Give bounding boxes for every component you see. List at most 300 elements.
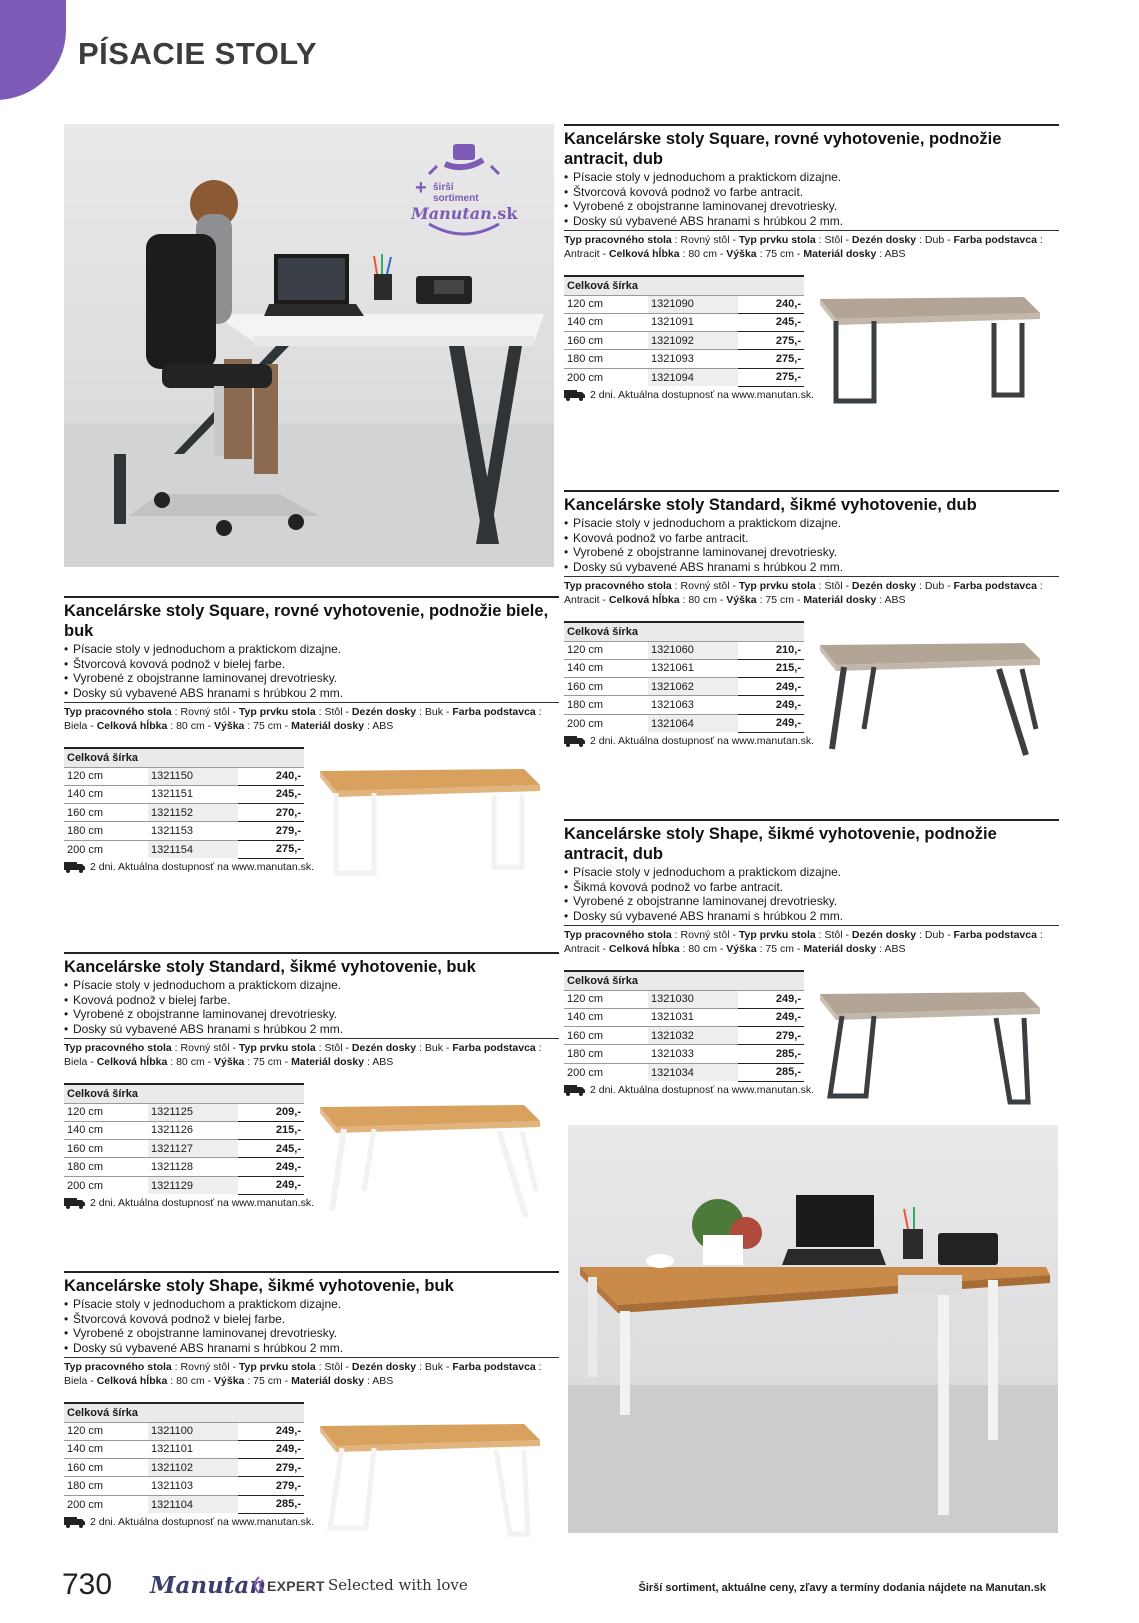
beech-desk-scene-illustration xyxy=(568,1125,1058,1533)
code-cell: 1321152 xyxy=(148,804,238,822)
table-row xyxy=(564,332,804,350)
badge-line1: širší xyxy=(433,182,454,193)
width-cell: 120 cm xyxy=(564,990,648,1008)
code-cell: 1321092 xyxy=(648,332,738,350)
feature-item: • Vyrobené z obojstranne laminovanej drevotriesky. xyxy=(564,199,1059,214)
expert-wave-icon xyxy=(245,1575,265,1595)
spec-value-height: 75 cm xyxy=(253,1375,282,1387)
code-cell: 1321150 xyxy=(148,767,238,785)
price-cell: 209,- xyxy=(238,1103,304,1121)
spec-value-base: Antracit xyxy=(564,594,600,606)
spec-value-type: Rovný stôl xyxy=(180,1042,230,1054)
width-cell: 200 cm xyxy=(64,1495,148,1513)
code-cell: 1321094 xyxy=(648,368,738,386)
feature-item: • Písacie stoly v jednoduchom a praktickom dizajne. xyxy=(64,642,559,657)
code-cell: 1321127 xyxy=(148,1140,238,1158)
spec-label-type: Typ pracovného stola xyxy=(564,234,672,246)
price-cell: 275,- xyxy=(738,332,804,350)
price-block xyxy=(564,970,1059,1130)
price-cell: 245,- xyxy=(738,313,804,331)
product-shape-beech xyxy=(64,1271,559,1562)
width-cell: 200 cm xyxy=(564,714,648,732)
product-title: Kancelárske stoly Square, rovné vyhotovenie, podnožie biele, buk xyxy=(64,602,549,640)
feature-item: • Dosky sú vybavené ABS hranami s hrúbkou 2 mm. xyxy=(564,214,1059,229)
width-cell: 200 cm xyxy=(64,840,148,858)
code-cell: 1321104 xyxy=(148,1495,238,1513)
width-cell: 160 cm xyxy=(64,1140,148,1158)
width-cell: 140 cm xyxy=(564,313,648,331)
badge-line2: sortiment xyxy=(433,193,479,204)
spec-label-depth: Celková hĺbka xyxy=(96,1056,168,1068)
spec-value-decor: Dub xyxy=(924,580,945,592)
spec-value-material: ABS xyxy=(884,943,906,955)
width-cell: 120 cm xyxy=(64,767,148,785)
spec-line: Typ pracovného stola : Rovný stôl - Typ prvku stola : Stôl - Dezén dosky : Buk - Farba podstavca : Biela - Celková hĺbka : 80 cm - Výška : 75 cm - Materiál dosky : ABS xyxy=(64,702,559,733)
width-header: Celková šírka xyxy=(564,622,804,641)
product-shape-anthracite-oak xyxy=(564,819,1059,1130)
feature-item: • Vyrobené z obojstranne laminovanej drevotriesky. xyxy=(564,545,1059,560)
table-row xyxy=(564,313,804,331)
product-standard-beech xyxy=(64,952,559,1243)
table-row xyxy=(64,840,304,858)
spec-value-material: ABS xyxy=(372,1375,394,1387)
spec-line: Typ pracovného stola : Rovný stôl - Typ prvku stola : Stôl - Dezén dosky : Buk - Farba podstavca : Biela - Celková hĺbka : 80 cm - Výška : 75 cm - Materiál dosky : ABS xyxy=(64,1038,559,1069)
table-row xyxy=(564,696,804,714)
spec-label-base: Farba podstavca xyxy=(452,1042,536,1054)
feature-item: • Vyrobené z obojstranne laminovanej drevotriesky. xyxy=(64,671,559,686)
spec-label-type: Typ pracovného stola xyxy=(564,929,672,941)
spec-label-decor: Dezén dosky xyxy=(851,234,917,246)
price-cell: 240,- xyxy=(238,767,304,785)
feature-item: • Štvorcová kovová podnož v bielej farbe. xyxy=(64,657,559,672)
width-cell: 180 cm xyxy=(564,696,648,714)
spec-label-height: Výška xyxy=(214,720,245,732)
spec-label-material: Materiál dosky xyxy=(291,1056,365,1068)
spec-value-material: ABS xyxy=(884,594,906,606)
delivery-truck-icon xyxy=(564,1084,586,1096)
price-cell: 210,- xyxy=(738,641,804,659)
spec-label-base: Farba podstavca xyxy=(953,929,1037,941)
spec-value-type: Rovný stôl xyxy=(680,929,730,941)
spec-value-base: Antracit xyxy=(564,248,600,260)
photo-beech-desk xyxy=(568,1125,1058,1533)
badge-brand xyxy=(411,204,517,223)
width-header: Celková šírka xyxy=(564,971,804,990)
width-cell: 120 cm xyxy=(564,641,648,659)
spec-label-decor: Dezén dosky xyxy=(851,580,917,592)
spec-value-decor: Buk xyxy=(424,1042,443,1054)
spec-label-depth: Celková hĺbka xyxy=(608,594,680,606)
feature-item: • Vyrobené z obojstranne laminovanej drevotriesky. xyxy=(64,1326,559,1341)
spec-label-material: Materiál dosky xyxy=(803,594,877,606)
feature-item: • Vyrobené z obojstranne laminovanej drevotriesky. xyxy=(564,894,1059,909)
feature-list xyxy=(64,978,559,1036)
spec-label-height: Výška xyxy=(726,594,757,606)
spec-value-height: 75 cm xyxy=(253,1056,282,1068)
price-block xyxy=(564,275,1059,435)
spec-label-element: Typ prvku stola xyxy=(738,234,816,246)
width-header: Celková šírka xyxy=(64,1084,304,1103)
table-row xyxy=(564,714,804,732)
desk-product-image xyxy=(314,1410,544,1540)
code-cell: 1321093 xyxy=(648,350,738,368)
code-cell: 1321060 xyxy=(648,641,738,659)
feature-item: • Dosky sú vybavené ABS hranami s hrúbkou 2 mm. xyxy=(64,1341,559,1356)
spec-value-type: Rovný stôl xyxy=(180,706,230,718)
spec-label-depth: Celková hĺbka xyxy=(96,720,168,732)
width-header: Celková šírka xyxy=(564,276,804,295)
spec-label-depth: Celková hĺbka xyxy=(608,248,680,260)
manutan-logo: Manutan xyxy=(150,1572,267,1599)
spec-value-element: Stôl xyxy=(324,1361,343,1373)
feature-item: • Dosky sú vybavené ABS hranami s hrúbkou 2 mm. xyxy=(64,1022,559,1037)
feature-item: • Vyrobené z obojstranne laminovanej drevotriesky. xyxy=(64,1007,559,1022)
width-cell: 140 cm xyxy=(64,1121,148,1139)
feature-item: • Dosky sú vybavené ABS hranami s hrúbkou 2 mm. xyxy=(64,686,559,701)
price-cell: 245,- xyxy=(238,1140,304,1158)
availability-text: 2 dni. Aktuálna dostupnosť na www.manutan.sk. xyxy=(590,1083,814,1096)
width-cell: 160 cm xyxy=(564,1027,648,1045)
spec-value-element: Stôl xyxy=(324,706,343,718)
svg-text:+: + xyxy=(415,177,427,199)
price-cell: 285,- xyxy=(238,1495,304,1513)
table-row xyxy=(564,678,804,696)
desk-product-image xyxy=(814,629,1044,759)
desk-product-image xyxy=(814,978,1044,1108)
table-row xyxy=(64,1477,304,1495)
feature-list xyxy=(64,1297,559,1355)
code-cell: 1321062 xyxy=(648,678,738,696)
price-cell: 249,- xyxy=(238,1158,304,1176)
spec-label-type: Typ pracovného stola xyxy=(64,706,172,718)
spec-value-height: 75 cm xyxy=(253,720,282,732)
availability-text: 2 dni. Aktuálna dostupnosť na www.manutan.sk. xyxy=(90,1196,314,1209)
spec-line: Typ pracovného stola : Rovný stôl - Typ prvku stola : Stôl - Dezén dosky : Dub - Farba podstavca : Antracit - Celková hĺbka : 80 cm - Výška : 75 cm - Materiál dosky : ABS xyxy=(564,230,1059,261)
product-square-white-beech xyxy=(64,596,559,907)
spec-label-type: Typ pracovného stola xyxy=(64,1042,172,1054)
width-cell: 200 cm xyxy=(564,1063,648,1081)
spec-value-material: ABS xyxy=(372,1056,394,1068)
product-square-anthracite-oak xyxy=(564,124,1059,435)
product-title: Kancelárske stoly Shape, šikmé vyhotovenie, podnožie antracit, dub xyxy=(564,825,997,863)
width-cell: 120 cm xyxy=(64,1422,148,1440)
product-standard-oak xyxy=(564,490,1059,781)
spec-value-base: Biela xyxy=(64,1375,88,1387)
code-cell: 1321153 xyxy=(148,822,238,840)
code-cell: 1321031 xyxy=(648,1008,738,1026)
code-cell: 1321126 xyxy=(148,1121,238,1139)
spec-label-base: Farba podstavca xyxy=(452,706,536,718)
code-cell: 1321063 xyxy=(648,696,738,714)
price-cell: 249,- xyxy=(738,714,804,732)
table-row xyxy=(564,1027,804,1045)
slogan: Selected with love xyxy=(328,1576,468,1594)
desk-product-image xyxy=(314,755,544,885)
code-cell: 1321061 xyxy=(648,659,738,677)
price-cell: 245,- xyxy=(238,785,304,803)
spec-label-material: Materiál dosky xyxy=(291,1375,365,1387)
spec-value-depth: 80 cm xyxy=(688,594,717,606)
price-cell: 249,- xyxy=(238,1176,304,1194)
width-cell: 200 cm xyxy=(64,1176,148,1194)
price-cell: 240,- xyxy=(738,295,804,313)
feature-item: • Písacie stoly v jednoduchom a praktickom dizajne. xyxy=(64,978,559,993)
product-title: Kancelárske stoly Shape, šikmé vyhotovenie, buk xyxy=(64,1277,454,1295)
availability-text: 2 dni. Aktuálna dostupnosť na www.manutan.sk. xyxy=(590,388,814,401)
spec-value-depth: 80 cm xyxy=(176,1056,205,1068)
price-cell: 279,- xyxy=(238,822,304,840)
price-block xyxy=(64,1402,559,1562)
spec-label-element: Typ prvku stola xyxy=(238,706,316,718)
sirsi-sortiment-badge xyxy=(409,144,519,239)
width-cell: 160 cm xyxy=(64,1459,148,1477)
feature-item: • Písacie stoly v jednoduchom a praktickom dizajne. xyxy=(64,1297,559,1312)
spec-label-decor: Dezén dosky xyxy=(851,929,917,941)
spec-label-element: Typ prvku stola xyxy=(238,1042,316,1054)
code-cell: 1321102 xyxy=(148,1459,238,1477)
price-table xyxy=(64,747,304,859)
availability-text: 2 dni. Aktuálna dostupnosť na www.manutan.sk. xyxy=(90,1515,314,1528)
code-cell: 1321103 xyxy=(148,1477,238,1495)
footer-note: Širší sortiment, aktuálne ceny, zľavy a termíny dodania nájdete na Manutan.sk xyxy=(638,1582,1046,1594)
code-cell: 1321100 xyxy=(148,1422,238,1440)
spec-label-material: Materiál dosky xyxy=(803,943,877,955)
spec-label-depth: Celková hĺbka xyxy=(608,943,680,955)
feature-item: • Kovová podnož vo farbe antracit. xyxy=(564,531,1059,546)
product-top-rule xyxy=(564,819,1059,821)
spec-label-element: Typ prvku stola xyxy=(238,1361,316,1373)
table-row xyxy=(64,1422,304,1440)
spec-label-height: Výška xyxy=(214,1375,245,1387)
feature-item: • Písacie stoly v jednoduchom a praktickom dizajne. xyxy=(564,865,1059,880)
table-row xyxy=(564,368,804,386)
price-table xyxy=(564,970,804,1082)
spec-label-height: Výška xyxy=(214,1056,245,1068)
price-cell: 285,- xyxy=(738,1045,804,1063)
delivery-truck-icon xyxy=(64,1197,86,1209)
spec-value-base: Biela xyxy=(64,720,88,732)
product-top-rule xyxy=(564,490,1059,492)
feature-item: • Šikmá kovová podnož vo farbe antracit. xyxy=(564,880,1059,895)
code-cell: 1321030 xyxy=(648,990,738,1008)
spec-line: Typ pracovného stola : Rovný stôl - Typ prvku stola : Stôl - Dezén dosky : Dub - Farba podstavca : Antracit - Celková hĺbka : 80 cm - Výška : 75 cm - Materiál dosky : ABS xyxy=(564,576,1059,607)
table-row xyxy=(64,1158,304,1176)
width-cell: 160 cm xyxy=(64,804,148,822)
table-row xyxy=(564,659,804,677)
feature-item: • Štvorcová kovová podnož vo farbe antracit. xyxy=(564,185,1059,200)
price-cell: 275,- xyxy=(738,368,804,386)
spec-value-decor: Dub xyxy=(924,234,945,246)
delivery-truck-icon xyxy=(564,735,586,747)
spec-value-element: Stôl xyxy=(824,580,843,592)
spec-label-material: Materiál dosky xyxy=(291,720,365,732)
spec-value-type: Rovný stôl xyxy=(680,234,730,246)
spec-label-type: Typ pracovného stola xyxy=(64,1361,172,1373)
table-row xyxy=(564,1008,804,1026)
desk-product-image xyxy=(314,1091,544,1221)
price-cell: 279,- xyxy=(238,1459,304,1477)
code-cell: 1321154 xyxy=(148,840,238,858)
spec-value-element: Stôl xyxy=(824,234,843,246)
code-cell: 1321033 xyxy=(648,1045,738,1063)
price-cell: 279,- xyxy=(738,1027,804,1045)
width-cell: 140 cm xyxy=(564,1008,648,1026)
price-cell: 215,- xyxy=(738,659,804,677)
feature-list xyxy=(64,642,559,700)
price-cell: 279,- xyxy=(238,1477,304,1495)
price-table xyxy=(64,1402,304,1514)
price-block xyxy=(564,621,1059,781)
delivery-truck-icon xyxy=(64,861,86,873)
width-cell: 120 cm xyxy=(64,1103,148,1121)
spec-line: Typ pracovného stola : Rovný stôl - Typ prvku stola : Stôl - Dezén dosky : Dub - Farba podstavca : Antracit - Celková hĺbka : 80 cm - Výška : 75 cm - Materiál dosky : ABS xyxy=(564,925,1059,956)
product-top-rule xyxy=(64,1271,559,1273)
table-row xyxy=(64,785,304,803)
code-cell: 1321091 xyxy=(648,313,738,331)
width-header: Celková šírka xyxy=(64,1403,304,1422)
width-cell: 140 cm xyxy=(64,1440,148,1458)
table-row xyxy=(564,990,804,1008)
spec-value-type: Rovný stôl xyxy=(180,1361,230,1373)
spec-value-depth: 80 cm xyxy=(688,943,717,955)
corner-tab xyxy=(0,0,66,100)
spec-value-decor: Dub xyxy=(924,929,945,941)
code-cell: 1321034 xyxy=(648,1063,738,1081)
product-title: Kancelárske stoly Standard, šikmé vyhotovenie, dub xyxy=(564,496,977,514)
price-cell: 215,- xyxy=(238,1121,304,1139)
spec-line: Typ pracovného stola : Rovný stôl - Typ prvku stola : Stôl - Dezén dosky : Buk - Farba podstavca : Biela - Celková hĺbka : 80 cm - Výška : 75 cm - Materiál dosky : ABS xyxy=(64,1357,559,1388)
spec-label-base: Farba podstavca xyxy=(953,580,1037,592)
product-top-rule xyxy=(64,596,559,598)
code-cell: 1321129 xyxy=(148,1176,238,1194)
product-title: Kancelárske stoly Standard, šikmé vyhotovenie, buk xyxy=(64,958,476,976)
spec-value-depth: 80 cm xyxy=(688,248,717,260)
spec-value-base: Antracit xyxy=(564,943,600,955)
spec-value-element: Stôl xyxy=(324,1042,343,1054)
table-row xyxy=(64,1121,304,1139)
spec-label-depth: Celková hĺbka xyxy=(96,1375,168,1387)
spec-value-depth: 80 cm xyxy=(176,720,205,732)
price-cell: 275,- xyxy=(238,840,304,858)
spec-value-height: 75 cm xyxy=(765,248,795,260)
width-cell: 180 cm xyxy=(64,1477,148,1495)
spec-value-depth: 80 cm xyxy=(176,1375,205,1387)
price-block xyxy=(64,1083,559,1243)
price-cell: 275,- xyxy=(738,350,804,368)
spec-label-height: Výška xyxy=(726,248,757,260)
feature-list xyxy=(564,516,1059,574)
spec-label-decor: Dezén dosky xyxy=(351,1361,417,1373)
width-cell: 180 cm xyxy=(64,822,148,840)
price-cell: 249,- xyxy=(238,1440,304,1458)
price-cell: 285,- xyxy=(738,1063,804,1081)
spec-label-type: Typ pracovného stola xyxy=(564,580,672,592)
price-block xyxy=(64,747,559,907)
code-cell: 1321151 xyxy=(148,785,238,803)
page-title: PÍSACIE STOLY xyxy=(78,36,318,71)
expert-label: EXPERT xyxy=(267,1578,325,1594)
feature-item: • Písacie stoly v jednoduchom a praktickom dizajne. xyxy=(564,170,1059,185)
width-cell: 180 cm xyxy=(64,1158,148,1176)
table-row xyxy=(64,1140,304,1158)
spec-value-element: Stôl xyxy=(824,929,843,941)
code-cell: 1321101 xyxy=(148,1440,238,1458)
table-row xyxy=(564,295,804,313)
table-row xyxy=(64,822,304,840)
table-row xyxy=(64,1459,304,1477)
badge-frame-icon xyxy=(409,144,519,239)
availability-text: 2 dni. Aktuálna dostupnosť na www.manutan.sk. xyxy=(590,734,814,747)
spec-label-height: Výška xyxy=(726,943,757,955)
table-row xyxy=(564,641,804,659)
product-top-rule xyxy=(564,124,1059,126)
spec-value-height: 75 cm xyxy=(765,943,795,955)
spec-value-decor: Buk xyxy=(424,706,443,718)
product-top-rule xyxy=(64,952,559,954)
table-row xyxy=(64,1440,304,1458)
width-header: Celková šírka xyxy=(64,748,304,767)
delivery-truck-icon xyxy=(564,389,586,401)
spec-label-material: Materiál dosky xyxy=(803,248,877,260)
price-cell: 249,- xyxy=(738,696,804,714)
feature-list xyxy=(564,170,1059,228)
width-cell: 200 cm xyxy=(564,368,648,386)
code-cell: 1321064 xyxy=(648,714,738,732)
code-cell: 1321090 xyxy=(648,295,738,313)
photo-woman-at-desk xyxy=(64,124,554,567)
spec-label-base: Farba podstavca xyxy=(953,234,1037,246)
page-number: 730 xyxy=(62,1568,113,1601)
width-cell: 180 cm xyxy=(564,1045,648,1063)
code-cell: 1321032 xyxy=(648,1027,738,1045)
badge-brand-name: Manutan xyxy=(411,204,492,223)
price-table xyxy=(564,275,804,387)
spec-value-material: ABS xyxy=(372,720,394,732)
price-cell: 249,- xyxy=(738,678,804,696)
spec-label-base: Farba podstavca xyxy=(452,1361,536,1373)
table-row xyxy=(64,1103,304,1121)
desk-product-image xyxy=(814,283,1044,413)
feature-item: • Štvorcová kovová podnož v bielej farbe. xyxy=(64,1312,559,1327)
feature-item: • Dosky sú vybavené ABS hranami s hrúbkou 2 mm. xyxy=(564,560,1059,575)
price-cell: 270,- xyxy=(238,804,304,822)
table-row xyxy=(64,1495,304,1513)
table-row xyxy=(64,767,304,785)
width-cell: 160 cm xyxy=(564,332,648,350)
width-cell: 180 cm xyxy=(564,350,648,368)
price-cell: 249,- xyxy=(238,1422,304,1440)
spec-value-type: Rovný stôl xyxy=(680,580,730,592)
table-row xyxy=(564,350,804,368)
spec-value-height: 75 cm xyxy=(765,594,795,606)
availability-text: 2 dni. Aktuálna dostupnosť na www.manutan.sk. xyxy=(90,860,314,873)
badge-brand-tld: .sk xyxy=(491,204,518,223)
spec-value-material: ABS xyxy=(884,248,906,260)
table-row xyxy=(64,804,304,822)
feature-item: • Kovová podnož v bielej farbe. xyxy=(64,993,559,1008)
spec-value-decor: Buk xyxy=(424,1361,443,1373)
code-cell: 1321128 xyxy=(148,1158,238,1176)
code-cell: 1321125 xyxy=(148,1103,238,1121)
price-cell: 249,- xyxy=(738,990,804,1008)
spec-label-element: Typ prvku stola xyxy=(738,929,816,941)
price-table xyxy=(64,1083,304,1195)
feature-item: • Písacie stoly v jednoduchom a praktickom dizajne. xyxy=(564,516,1059,531)
spec-label-element: Typ prvku stola xyxy=(738,580,816,592)
spec-value-base: Biela xyxy=(64,1056,88,1068)
width-cell: 140 cm xyxy=(564,659,648,677)
delivery-truck-icon xyxy=(64,1516,86,1528)
